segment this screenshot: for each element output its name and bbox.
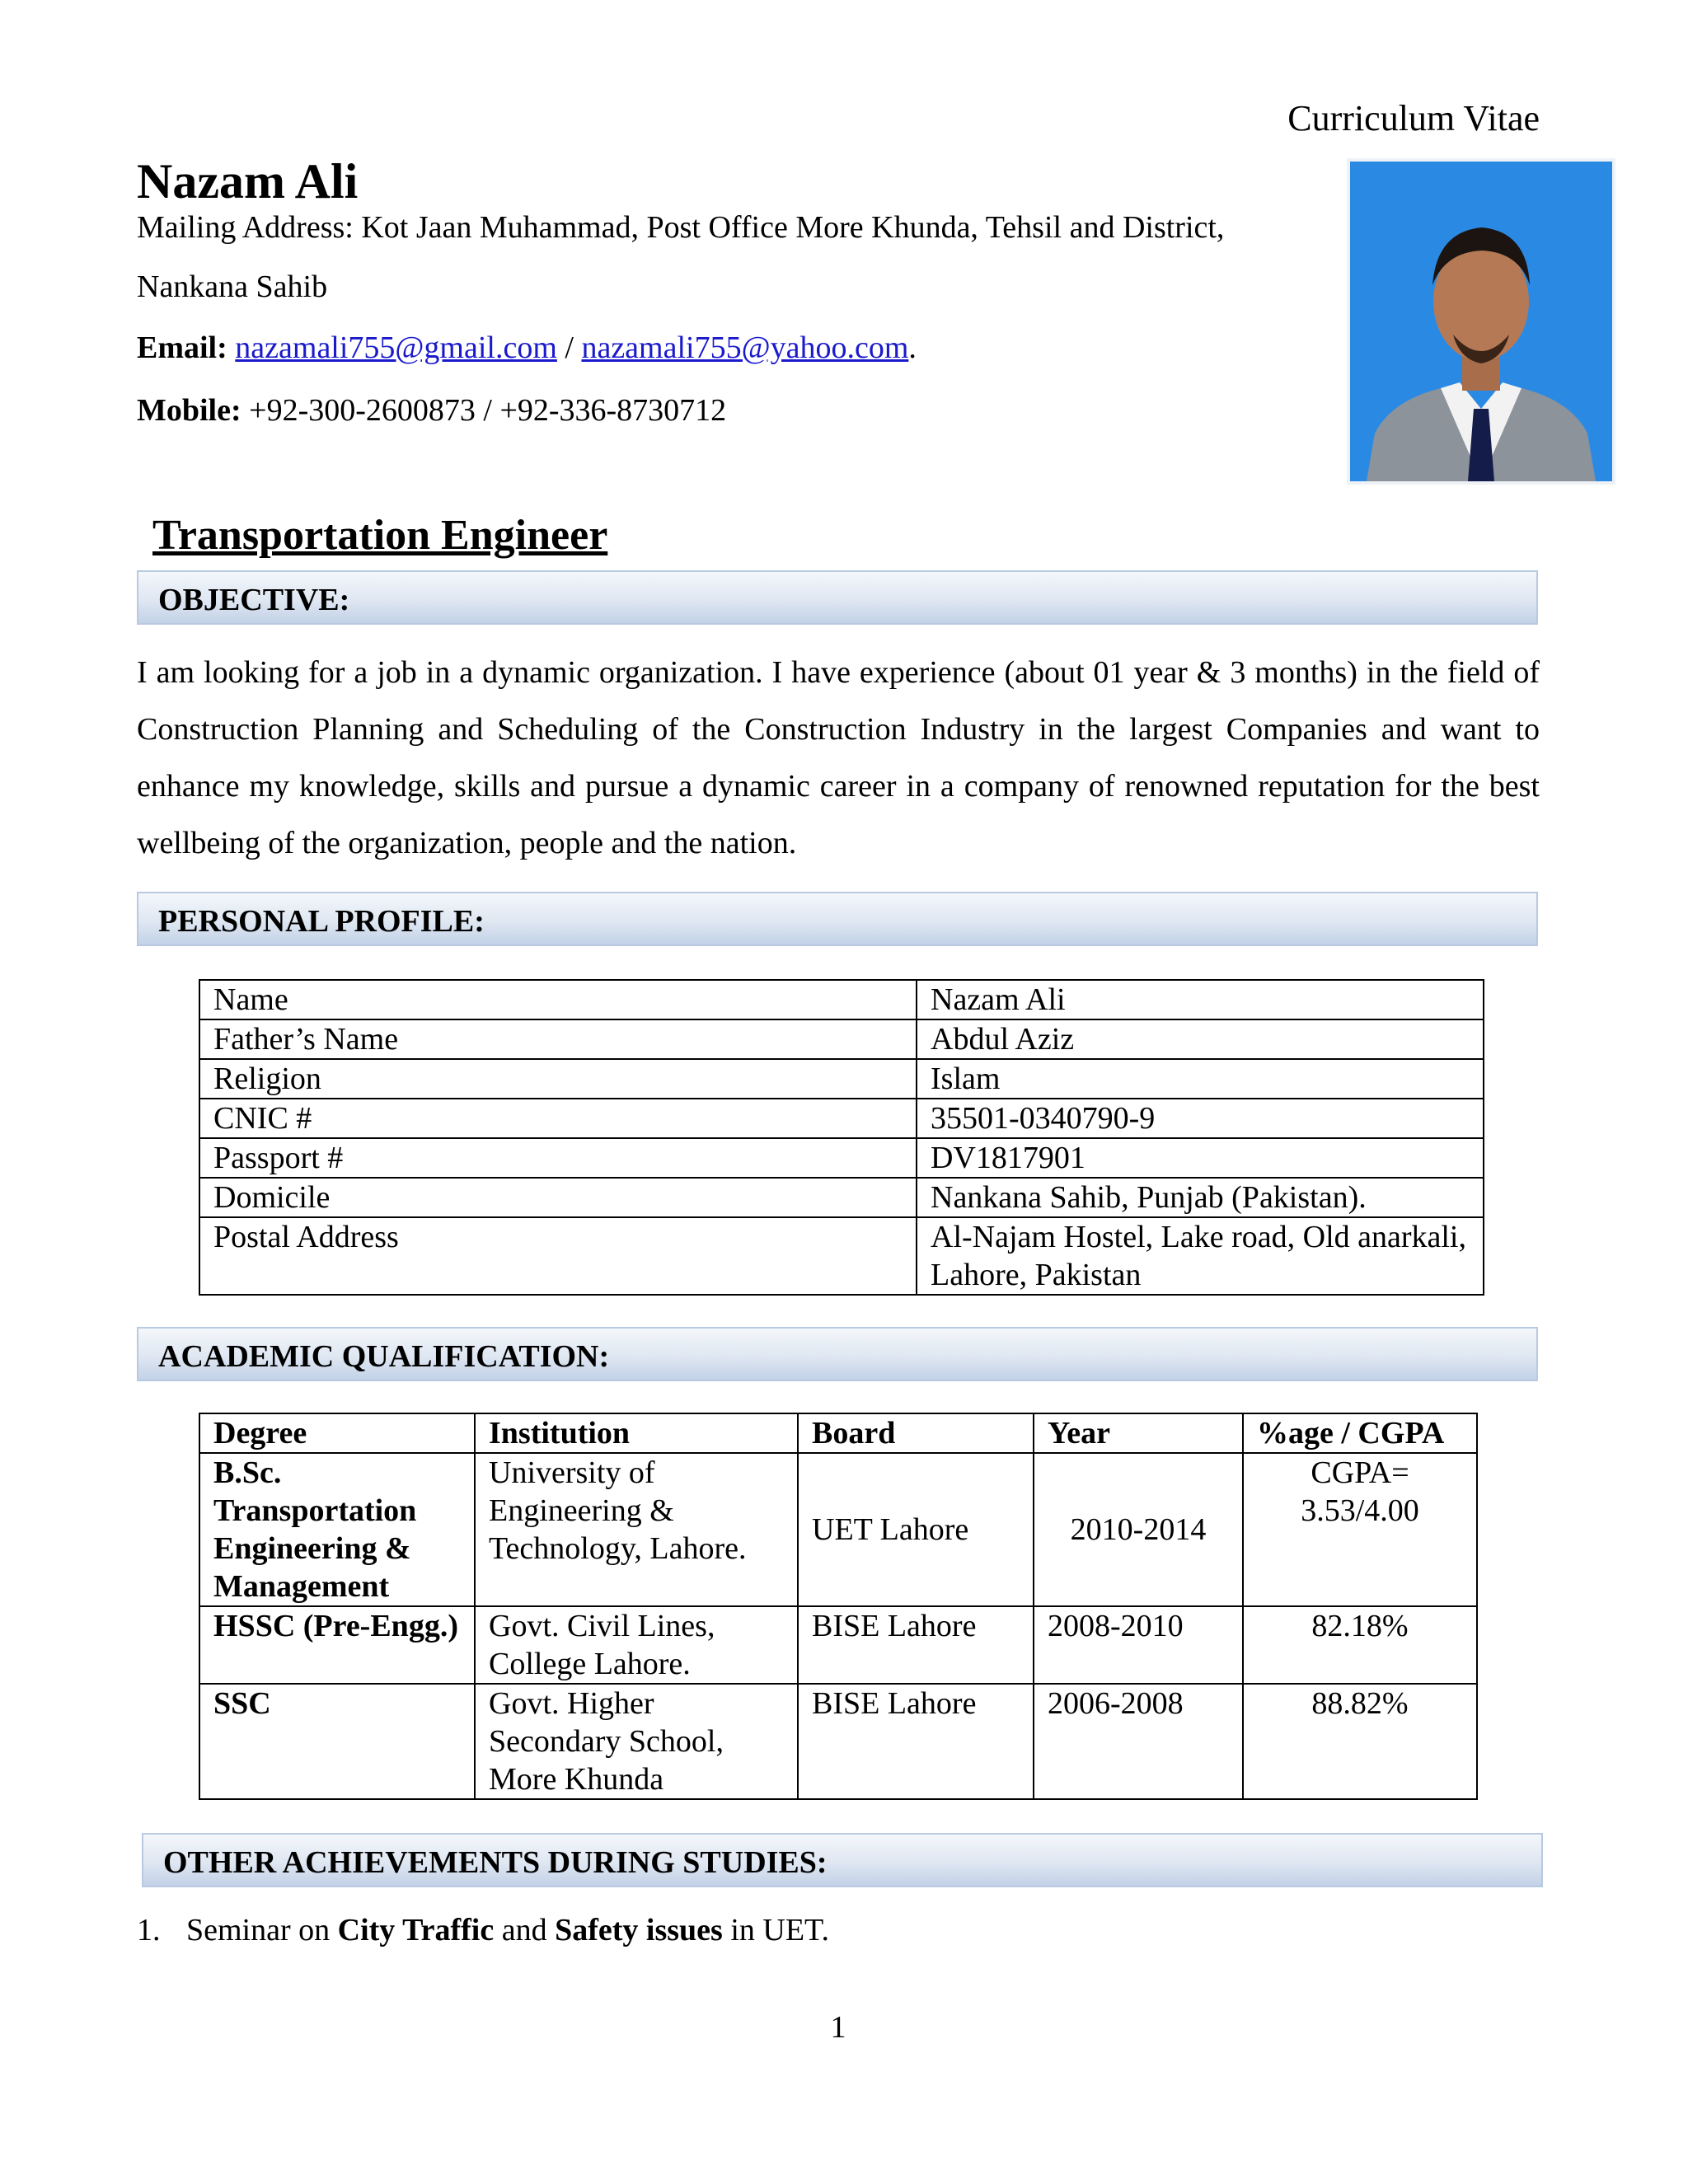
profile-key: Father’s Name [199, 1019, 917, 1059]
profile-key: Domicile [199, 1178, 917, 1217]
column-header: Year [1034, 1413, 1243, 1453]
personal-profile-table [199, 979, 1484, 1296]
board-cell: BISE Lahore [798, 1684, 1034, 1799]
table-row [199, 1138, 1484, 1178]
column-header: Degree [199, 1413, 475, 1453]
email-separator: / [556, 330, 582, 365]
job-title: Transportation Engineer [152, 512, 608, 559]
page-number: 1 [830, 2010, 846, 2045]
email-link-yahoo[interactable]: nazamali755@yahoo.com [581, 330, 909, 365]
year-cell: 2006-2008 [1034, 1684, 1243, 1799]
column-header: %age / CGPA [1243, 1413, 1477, 1453]
degree-cell: B.Sc. Transportation Engineering & Management [199, 1453, 475, 1606]
profile-value: 35501-0340790-9 [917, 1099, 1484, 1138]
profile-value: Nankana Sahib, Punjab (Pakistan). [917, 1178, 1484, 1217]
achievement-text-post: in UET. [722, 1913, 829, 1947]
mobile-line [137, 392, 726, 429]
profile-key: Religion [199, 1059, 917, 1099]
objective-text: I am looking for a job in a dynamic organization. I have experience (about 01 year & 3 months) in the field of Construction Planning and Scheduling of the Construction Industry in the largest Companies and want to enhance my knowledge, skills and pursue a dynamic career in a company of renowned reputation for the best wellbeing of the organization, people and the nation. [137, 655, 1540, 860]
profile-value: Al-Najam Hostel, Lake road, Old anarkali, Lahore, Pakistan [917, 1217, 1484, 1295]
achievement-item [137, 1912, 829, 1948]
institution-cell: Govt. Higher Secondary School, More Khunda [475, 1684, 798, 1799]
score-cell: 88.82% [1243, 1684, 1477, 1799]
achievement-text-mid: and [494, 1913, 556, 1947]
degree-cell: HSSC (Pre-Engg.) [199, 1606, 475, 1684]
table-header-row [199, 1413, 1477, 1453]
score-cell: 82.18% [1243, 1606, 1477, 1684]
institution-cell: University of Engineering & Technology, Lahore. [475, 1453, 798, 1606]
table-row [199, 1217, 1484, 1295]
column-header: Institution [475, 1413, 798, 1453]
mobile-numbers: +92-300-2600873 / +92-336-8730712 [241, 393, 727, 428]
candidate-name: Nazam Ali [137, 154, 359, 209]
mobile-label: Mobile: [137, 393, 241, 428]
profile-key: Passport # [199, 1138, 917, 1178]
profile-photo [1347, 158, 1615, 485]
profile-key: Name [199, 980, 917, 1019]
score-cell: CGPA= 3.53/4.00 [1243, 1453, 1477, 1606]
achievement-bold-1: City Traffic [337, 1913, 495, 1947]
section-title: OBJECTIVE: [158, 583, 350, 617]
table-row [199, 1019, 1484, 1059]
list-number: 1. [137, 1913, 161, 1947]
table-row [199, 1606, 1477, 1684]
email-label: Email: [137, 330, 227, 365]
academic-table [199, 1413, 1478, 1800]
person-portrait-icon [1350, 162, 1612, 481]
profile-key: CNIC # [199, 1099, 917, 1138]
email-link-gmail[interactable]: nazamali755@gmail.com [235, 330, 557, 365]
section-title: ACADEMIC QUALIFICATION: [158, 1339, 610, 1374]
column-header: Board [798, 1413, 1034, 1453]
table-row [199, 1684, 1477, 1799]
section-header-achievements [142, 1833, 1543, 1887]
profile-value: Islam [917, 1059, 1484, 1099]
table-row [199, 1099, 1484, 1138]
table-row [199, 1178, 1484, 1217]
mailing-address-line2: Nankana Sahib [137, 269, 328, 304]
profile-value: Abdul Aziz [917, 1019, 1484, 1059]
profile-value: DV1817901 [917, 1138, 1484, 1178]
table-row [199, 1059, 1484, 1099]
document-label: Curriculum Vitae [1287, 98, 1540, 138]
year-cell: 2008-2010 [1034, 1606, 1243, 1684]
institution-cell: Govt. Civil Lines, College Lahore. [475, 1606, 798, 1684]
profile-value: Nazam Ali [917, 980, 1484, 1019]
board-cell: UET Lahore [798, 1453, 1034, 1606]
mailing-address-line1: Mailing Address: Kot Jaan Muhammad, Post Office More Khunda, Tehsil and District, [137, 210, 1225, 245]
email-line [137, 330, 917, 366]
section-header-personal-profile [137, 892, 1538, 946]
section-header-objective [137, 570, 1538, 625]
year-cell: 2010-2014 [1034, 1453, 1243, 1606]
email-end: . [908, 330, 917, 365]
board-cell: BISE Lahore [798, 1606, 1034, 1684]
profile-key: Postal Address [199, 1217, 917, 1295]
table-row [199, 980, 1484, 1019]
table-row [199, 1453, 1477, 1606]
section-title: PERSONAL PROFILE: [158, 904, 485, 939]
section-title: OTHER ACHIEVEMENTS DURING STUDIES: [163, 1845, 828, 1880]
degree-cell: SSC [199, 1684, 475, 1799]
achievement-bold-2: Safety issues [555, 1913, 723, 1947]
section-header-academic [137, 1327, 1538, 1381]
achievement-text-pre: Seminar on [186, 1913, 338, 1947]
